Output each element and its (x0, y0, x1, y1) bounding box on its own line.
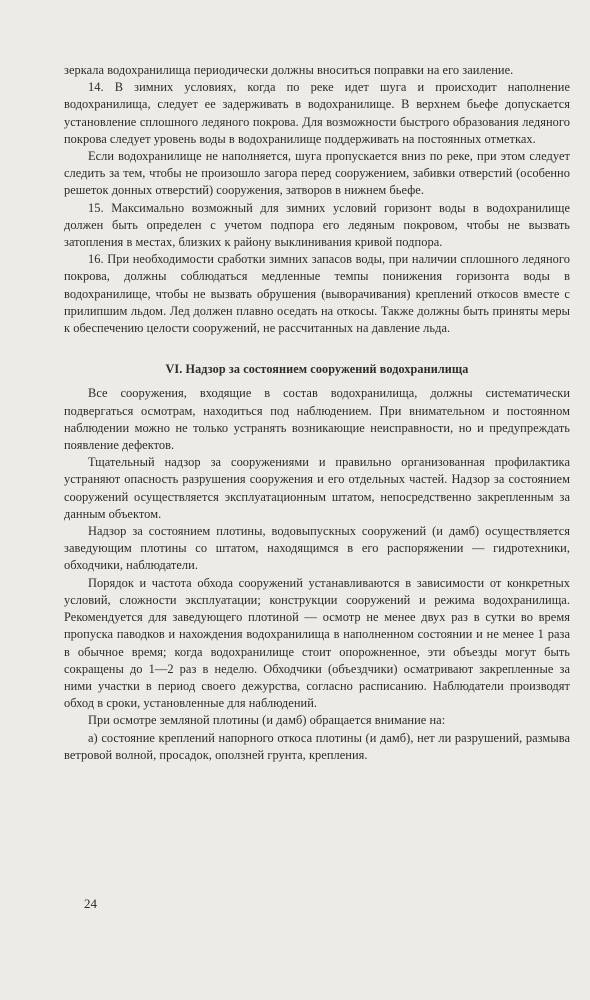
section-heading: VI. Надзор за состоянием сооружений водохранилища (165, 362, 469, 377)
paragraph-dam-supervision: Надзор за состоянием плотины, водовыпускных сооружений (и дамб) осуществляется заведующим плотины со штатом, находящимся в его распоряжении — гидротехники, обходчики, наблюдатели. (64, 524, 570, 573)
paragraph-item-14: 14. В зимних условиях, когда по реке идет шуга и происходит наполнение водохранилища, следует ее задерживать в водохранилище. В верхнем бьефе допускается установление сплошного ледяного покрова. Для возможности быстрого образования ледяного покрова следует уровень воды в водохранилище поддерживать на постоянных отметках. (64, 80, 570, 146)
paragraph-careful-supervision: Тщательный надзор за сооружениями и правильно организованная профилактика устраняют опасность разрушения сооружения и его отдельных частей. Надзор за состоянием сооружений осуществляется эксплуатационным штатом, непосредственно закрепленным за данным объектом. (64, 455, 570, 521)
paragraph-inspection-general: Все сооружения, входящие в состав водохранилища, должны систематически подвергаться осмотрам, находиться под наблюдением. При внимательном и постоянном наблюдении можно не только устранять возникающие неисправности, но и предупреждать появление дефектов. (64, 386, 570, 453)
paragraph-earth-dam: При осмотре земляной плотины (и дамб) обращается внимание на: (88, 713, 446, 728)
paragraph-item-a: а) состояние креплений напорного откоса плотины (и дамб), нет ли разрушений, размыва ветровой волной, просадок, оползней грунта, крепления. (64, 730, 570, 762)
paragraph-item-15: 15. Максимально возможный для зимних условий горизонт воды в водохранилище должен быть определен с учетом подпора его ледяным покровом, чтобы не вызвать затопления в местах, близких к району выклинивания кривой подпора. (64, 200, 570, 250)
paragraph-0: зеркала водохранилища периодически должны вноситься поправки на его заиление. (64, 63, 514, 77)
paragraph-inspection-frequency: Порядок и частота обхода сооружений устанавливаются в зависимости от конкретных условий, сложности эксплуатации; конструкции сооружений и режима водохранилища. Рекомендуется для заведующего плотиной — осмотр не менее двух раз в сутки во время пропуска паводков и нахождения водохранилища в наполненном состоянии и не менее 1 раза в обычное время; когда водохранилище стоит опорожненное, эти объезды могут быть сокращены до 1—2 раз в неделю. Обходчики (объездчики) осматривают закрепленные за ними участки в период своего дежурства, согласно расписанию. Наблюдатели производят обход в сроки, установленные для наблюдений. (64, 575, 570, 711)
page-number: 24 (84, 896, 97, 911)
main-text (64, 62, 570, 764)
paragraph-shuga: Если водохранилище не наполняется, шуга пропускается вниз по реке, при этом следует следить за тем, чтобы не произошло загора перед сооружением, забивки отверстий (особенно решеток донных отверстий) сооружения, затворов в нижнем бьефе. (64, 149, 570, 198)
paragraph-item-16: 16. При необходимости сработки зимних запасов воды, при наличии сплошного ледяного покрова, должны соблюдаться медленные темпы понижения горизонта воды в водохранилище, чтобы не вызвать обрушения (выворачивания) креплений откосов вместе с прилипшим льдом. Лед должен плавно оседать на откосы. Также должны быть приняты меры к обеспечению целости сооружений, не рассчитанных на давление льда. (64, 252, 570, 336)
